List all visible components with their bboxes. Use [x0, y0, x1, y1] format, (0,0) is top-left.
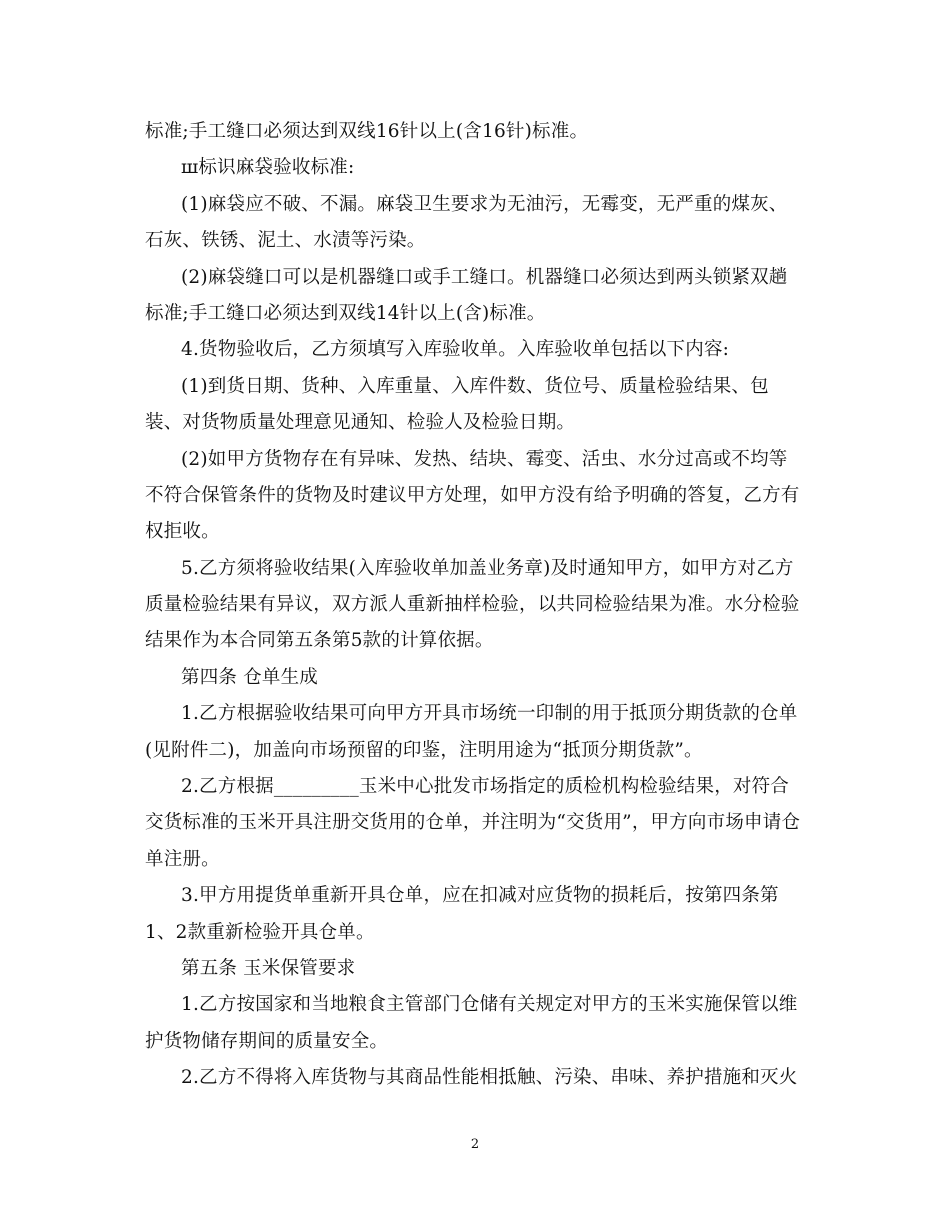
text-line: 第五条 玉米保管要求 [181, 957, 356, 979]
text-line: 5.乙方须将验收结果(入库验收单加盖业务章)及时通知甲方，如甲方对乙方 [181, 557, 794, 579]
text-line: 1.乙方根据验收结果可向甲方开具市场统一印制的用于抵顶分期货款的仓单 [181, 703, 798, 725]
text-line: 质量检验结果有异议，双方派人重新抽样检验，以共同检验结果为准。水分检验 [145, 594, 800, 616]
text-line: ш标识麻袋验收标准: [181, 157, 355, 179]
text-line: 不符合保管条件的货物及时建议甲方处理，如甲方没有给予明确的答复，乙方有 [145, 484, 800, 506]
text-line: 标准;手工缝口必须达到双线14针以上(含)标准。 [145, 302, 546, 324]
text-line: (见附件二)，加盖向市场预留的印鉴，注明用途为“抵顶分期货款”。 [145, 739, 703, 761]
text-line: 权拒收。 [145, 521, 220, 543]
text-line: 交货标准的玉米开具注册交货用的仓单，并注明为“交货用”，甲方向市场申请仓 [145, 812, 801, 834]
text-line: (1)麻袋应不破、不漏。麻袋卫生要求为无油污，无霉变，无严重的煤灰、 [181, 193, 788, 215]
text-line: 石灰、铁锈、泥土、水渍等污染。 [145, 230, 426, 252]
text-line: 4.货物验收后，乙方须填写入库验收单。入库验收单包括以下内容: [181, 339, 730, 361]
text-line: 2.乙方不得将入库货物与其商品性能相抵触、污染、串味、养护措施和灭火 [181, 1067, 798, 1089]
text-line: 结果作为本合同第五条第5款的计算依据。 [145, 630, 494, 652]
text-line: (2)麻袋缝口可以是机器缝口或手工缝口。机器缝口必须达到两头锁紧双趟 [181, 266, 788, 288]
page-number: 2 [470, 1137, 480, 1152]
text-line: 护货物储存期间的质量安全。 [145, 1030, 389, 1052]
text-line: 2.乙方根据_________玉米中心批发市场指定的质检机构检验结果，对符合 [181, 776, 790, 798]
document-body [145, 114, 805, 1097]
text-line: 单注册。 [145, 848, 220, 870]
text-line: 3.甲方用提货单重新开具仓单，应在扣减对应货物的损耗后，按第四条第 [181, 885, 779, 907]
text-line: 标准;手工缝口必须达到双线16针以上(含16针)标准。 [145, 121, 589, 142]
text-line: 装、对货物质量处理意见通知、检验人及检验日期。 [145, 412, 576, 434]
text-line: (2)如甲方货物存在有异味、发热、结块、霉变、活虫、水分过高或不均等 [181, 448, 788, 470]
text-line: 第四条 仓单生成 [181, 666, 318, 688]
text-line: 1、2款重新检验开具仓单。 [145, 921, 375, 943]
text-line: 1.乙方按国家和当地粮食主管部门仓储有关规定对甲方的玉米实施保管以维 [181, 994, 798, 1016]
text-line: (1)到货日期、货种、入库重量、入库件数、货位号、质量检验结果、包 [181, 375, 769, 397]
